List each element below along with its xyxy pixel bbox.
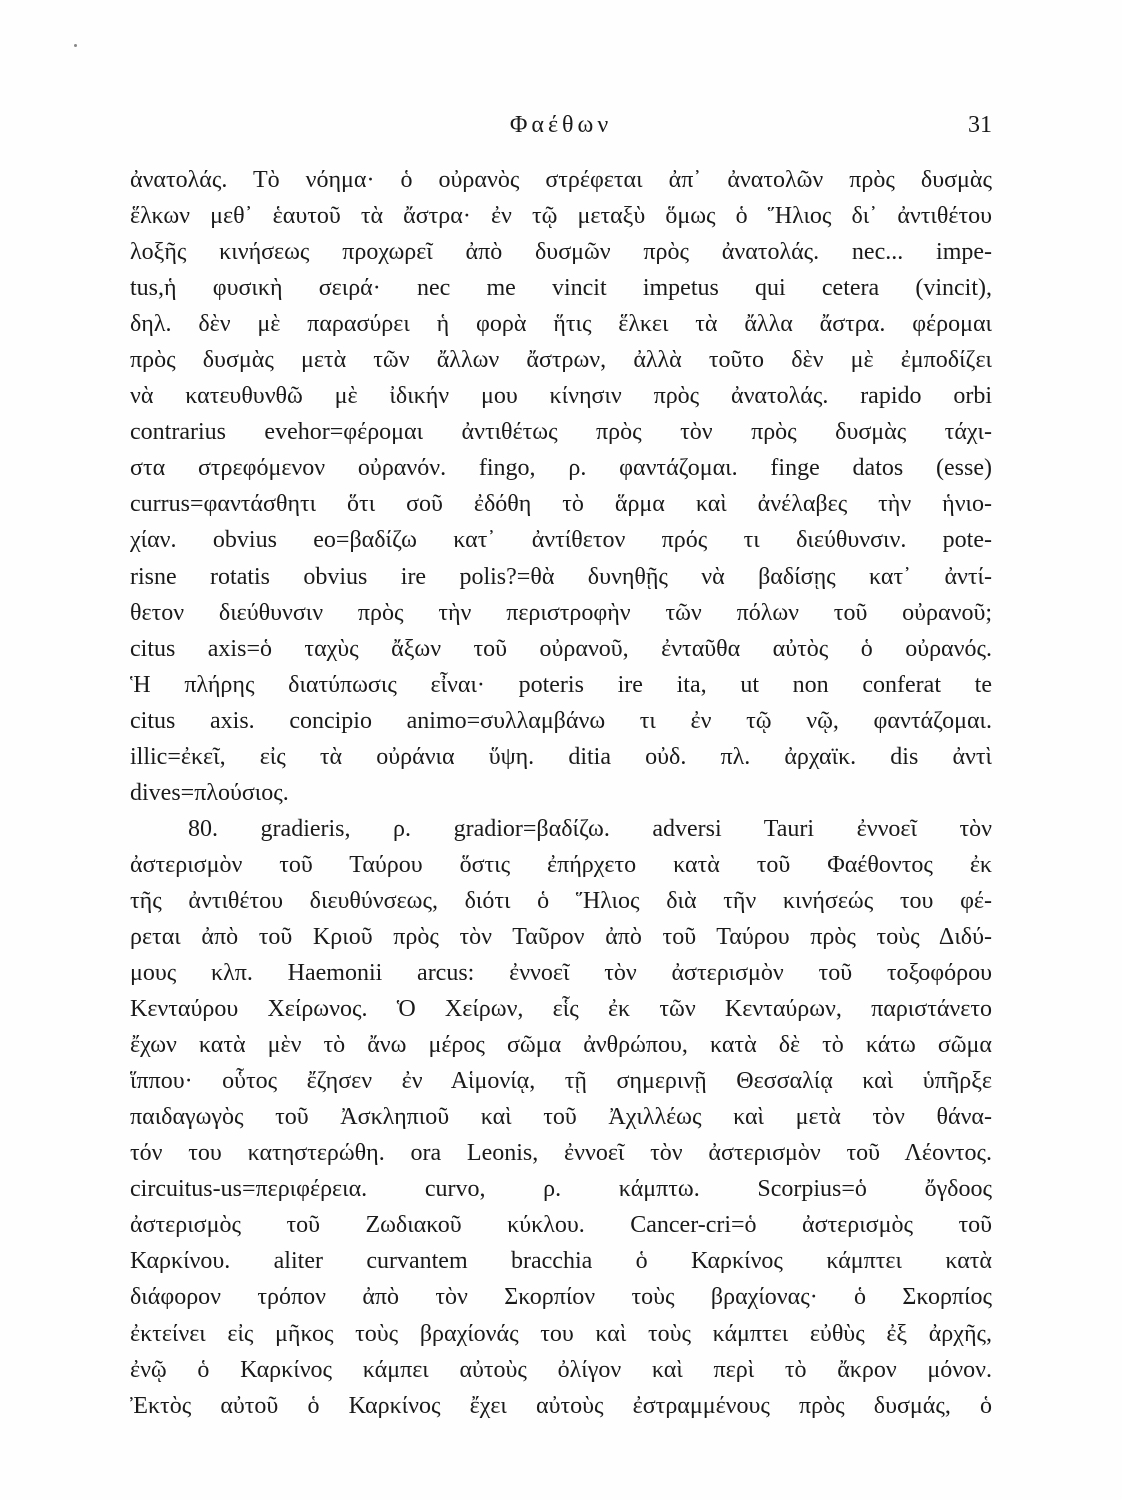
text-line: νὰ κατευθυνθῶ μὲ ἰδικήν μου κίνησιν πρὸς ἀνατολάς. rapido orbi <box>130 383 992 410</box>
page-number: 31 <box>968 112 992 138</box>
paragraph-end-line: dives=πλούσιος. <box>130 779 289 806</box>
text-line: ἀστερισμὸν τοῦ Ταύρου ὅστις ἐπήρχετο κατὰ τοῦ Φαέθοντος ἐκ <box>130 851 992 878</box>
text-line: currus=φαντάσθητι ὅτι σοῦ ἐδόθη τὸ ἅρμα καὶ ἀνέλαβες τὴν ἡνιο- <box>130 491 992 518</box>
text-line: ἔχων κατὰ μὲν τὸ ἄνω μέρος σῶμα ἀνθρώπου, κατὰ δὲ τὸ κάτω σῶμα <box>130 1032 992 1059</box>
commentary-text <box>130 162 992 1424</box>
text-line: illic=ἐκεῖ, εἰς τὰ οὐράνια ὕψη. ditia οὐδ. πλ. ἀρχαϊκ. dis ἀντὶ <box>130 743 992 770</box>
paper-speck <box>74 44 77 47</box>
paragraph-start-line: 80. gradieris, ρ. gradior=βαδίζω. adversi Tauri ἐννοεῖ τὸν <box>188 815 992 842</box>
text-line: ἵππου· οὗτος ἔζησεν ἐν Αἱμονίᾳ, τῇ σημερινῇ Θεσσαλίᾳ καὶ ὑπῆρξε <box>130 1068 992 1095</box>
text-line: ἐνῷ ὁ Καρκίνος κάμπει αὐτοὺς ὀλίγον καὶ περὶ τὸ ἄκρον μόνον. <box>130 1356 992 1383</box>
text-line: citus axis. concipio animo=συλλαμβάνω τι ἐν τῷ νῷ, φαντάζομαι. <box>130 707 992 734</box>
text-line: τόν του κατηστερώθη. ora Leonis, ἐννοεῖ τὸν ἀστερισμὸν τοῦ Λέοντος. <box>130 1140 992 1167</box>
text-line: Ἐκτὸς αὐτοῦ ὁ Καρκίνος ἔχει αὐτοὺς ἐστραμμένους πρὸς δυσμάς, ὁ <box>130 1392 992 1419</box>
text-line: τῆς ἀντιθέτου διευθύνσεως, διότι ὁ Ἥλιος διὰ τῆν κινήσεώς του φέ- <box>130 887 992 914</box>
text-line: ρεται ἀπὸ τοῦ Κριοῦ πρὸς τὸν Ταῦρον ἀπὸ τοῦ Ταύρου πρὸς τοὺς Διδύ- <box>130 923 992 950</box>
text-line: Κενταύρου Χείρωνος. Ὁ Χείρων, εἷς ἐκ τῶν Κενταύρων, παριστάνετο <box>130 996 992 1023</box>
text-line: Καρκίνου. aliter curvantem bracchia ὁ Καρκίνος κάμπτει κατὰ <box>130 1248 992 1275</box>
text-line: ἀνατολάς. Τὸ νόημα· ὁ οὐρανὸς στρέφεται ἀπ᾽ ἀνατολῶν πρὸς δυσμὰς <box>130 167 992 193</box>
text-line: πρὸς δυσμὰς μετὰ τῶν ἄλλων ἄστρων, ἀλλὰ τοῦτο δὲν μὲ ἐμποδίζει <box>130 347 992 374</box>
text-line: στα στρεφόμενον οὐρανόν. fingo, ρ. φαντάζομαι. finge datos (esse) <box>130 455 992 482</box>
text-line: contrarius evehor=φέρομαι ἀντιθέτως πρὸς τὸν πρὸς δυσμὰς τάχι- <box>130 419 992 446</box>
text-line: circuitus-us=περιφέρεια. curvo, ρ. κάμπτω. Scorpius=ὁ ὄγδοος <box>130 1176 992 1203</box>
running-head-title: Φαέθων <box>509 112 613 138</box>
text-line: λοξῆς κινήσεως προχωρεῖ ἀπὸ δυσμῶν πρὸς ἀνατολάς. nec... impe- <box>130 239 992 266</box>
text-line: ἕλκων μεθ᾽ ἑαυτοῦ τὰ ἄστρα· ἐν τῷ μεταξὺ ὅμως ὁ Ἥλιος δι᾽ ἀντιθέτου <box>130 203 992 230</box>
text-line: citus axis=ὁ ταχὺς ἄξων τοῦ οὐρανοῦ, ἐνταῦθα αὐτὸς ὁ οὐρανός. <box>130 635 992 662</box>
text-line: risne rotatis obvius ire polis?=θὰ δυνηθῇς νὰ βαδίσῃς κατ᾽ ἀντί- <box>130 563 992 590</box>
text-line: θετον διεύθυνσιν πρὸς τὴν περιστροφὴν τῶν πόλων τοῦ οὐρανοῦ; <box>130 599 992 626</box>
text-line: χίαν. obvius eo=βαδίζω κατ᾽ ἀντίθετον πρός τι διεύθυνσιν. pote- <box>130 527 992 554</box>
text-line: Ἡ πλήρης διατύπωσις εἶναι· poteris ire ita, ut non conferat te <box>130 671 992 698</box>
text-line: μους κλπ. Haemonii arcus: ἐννοεῖ τὸν ἀστερισμὸν τοῦ τοξοφόρου <box>130 960 992 987</box>
text-line: διάφορον τρόπον ἀπὸ τὸν Σκορπίον τοὺς βραχίονας· ὁ Σκορπίος <box>130 1284 992 1311</box>
text-line: tus,ἡ φυσικὴ σειρά· nec me vincit impetus qui cetera (vincit), <box>130 275 992 302</box>
text-line: ἐκτείνει εἰς μῆκος τοὺς βραχίονάς του καὶ τοὺς κάμπτει εὐθὺς ἐξ ἀρχῆς, <box>130 1320 992 1347</box>
text-line: δηλ. δὲν μὲ παρασύρει ἡ φορὰ ἥτις ἕλκει τὰ ἄλλα ἄστρα. φέρομαι <box>130 311 992 338</box>
running-header <box>130 112 992 148</box>
text-line: ἀστερισμὸς τοῦ Ζωδιακοῦ κύκλου. Cancer-cri=ὁ ἀστερισμὸς τοῦ <box>130 1212 992 1239</box>
text-line: παιδαγωγὸς τοῦ Ἀσκληπιοῦ καὶ τοῦ Ἀχιλλέως καὶ μετὰ τὸν θάνα- <box>130 1104 992 1131</box>
